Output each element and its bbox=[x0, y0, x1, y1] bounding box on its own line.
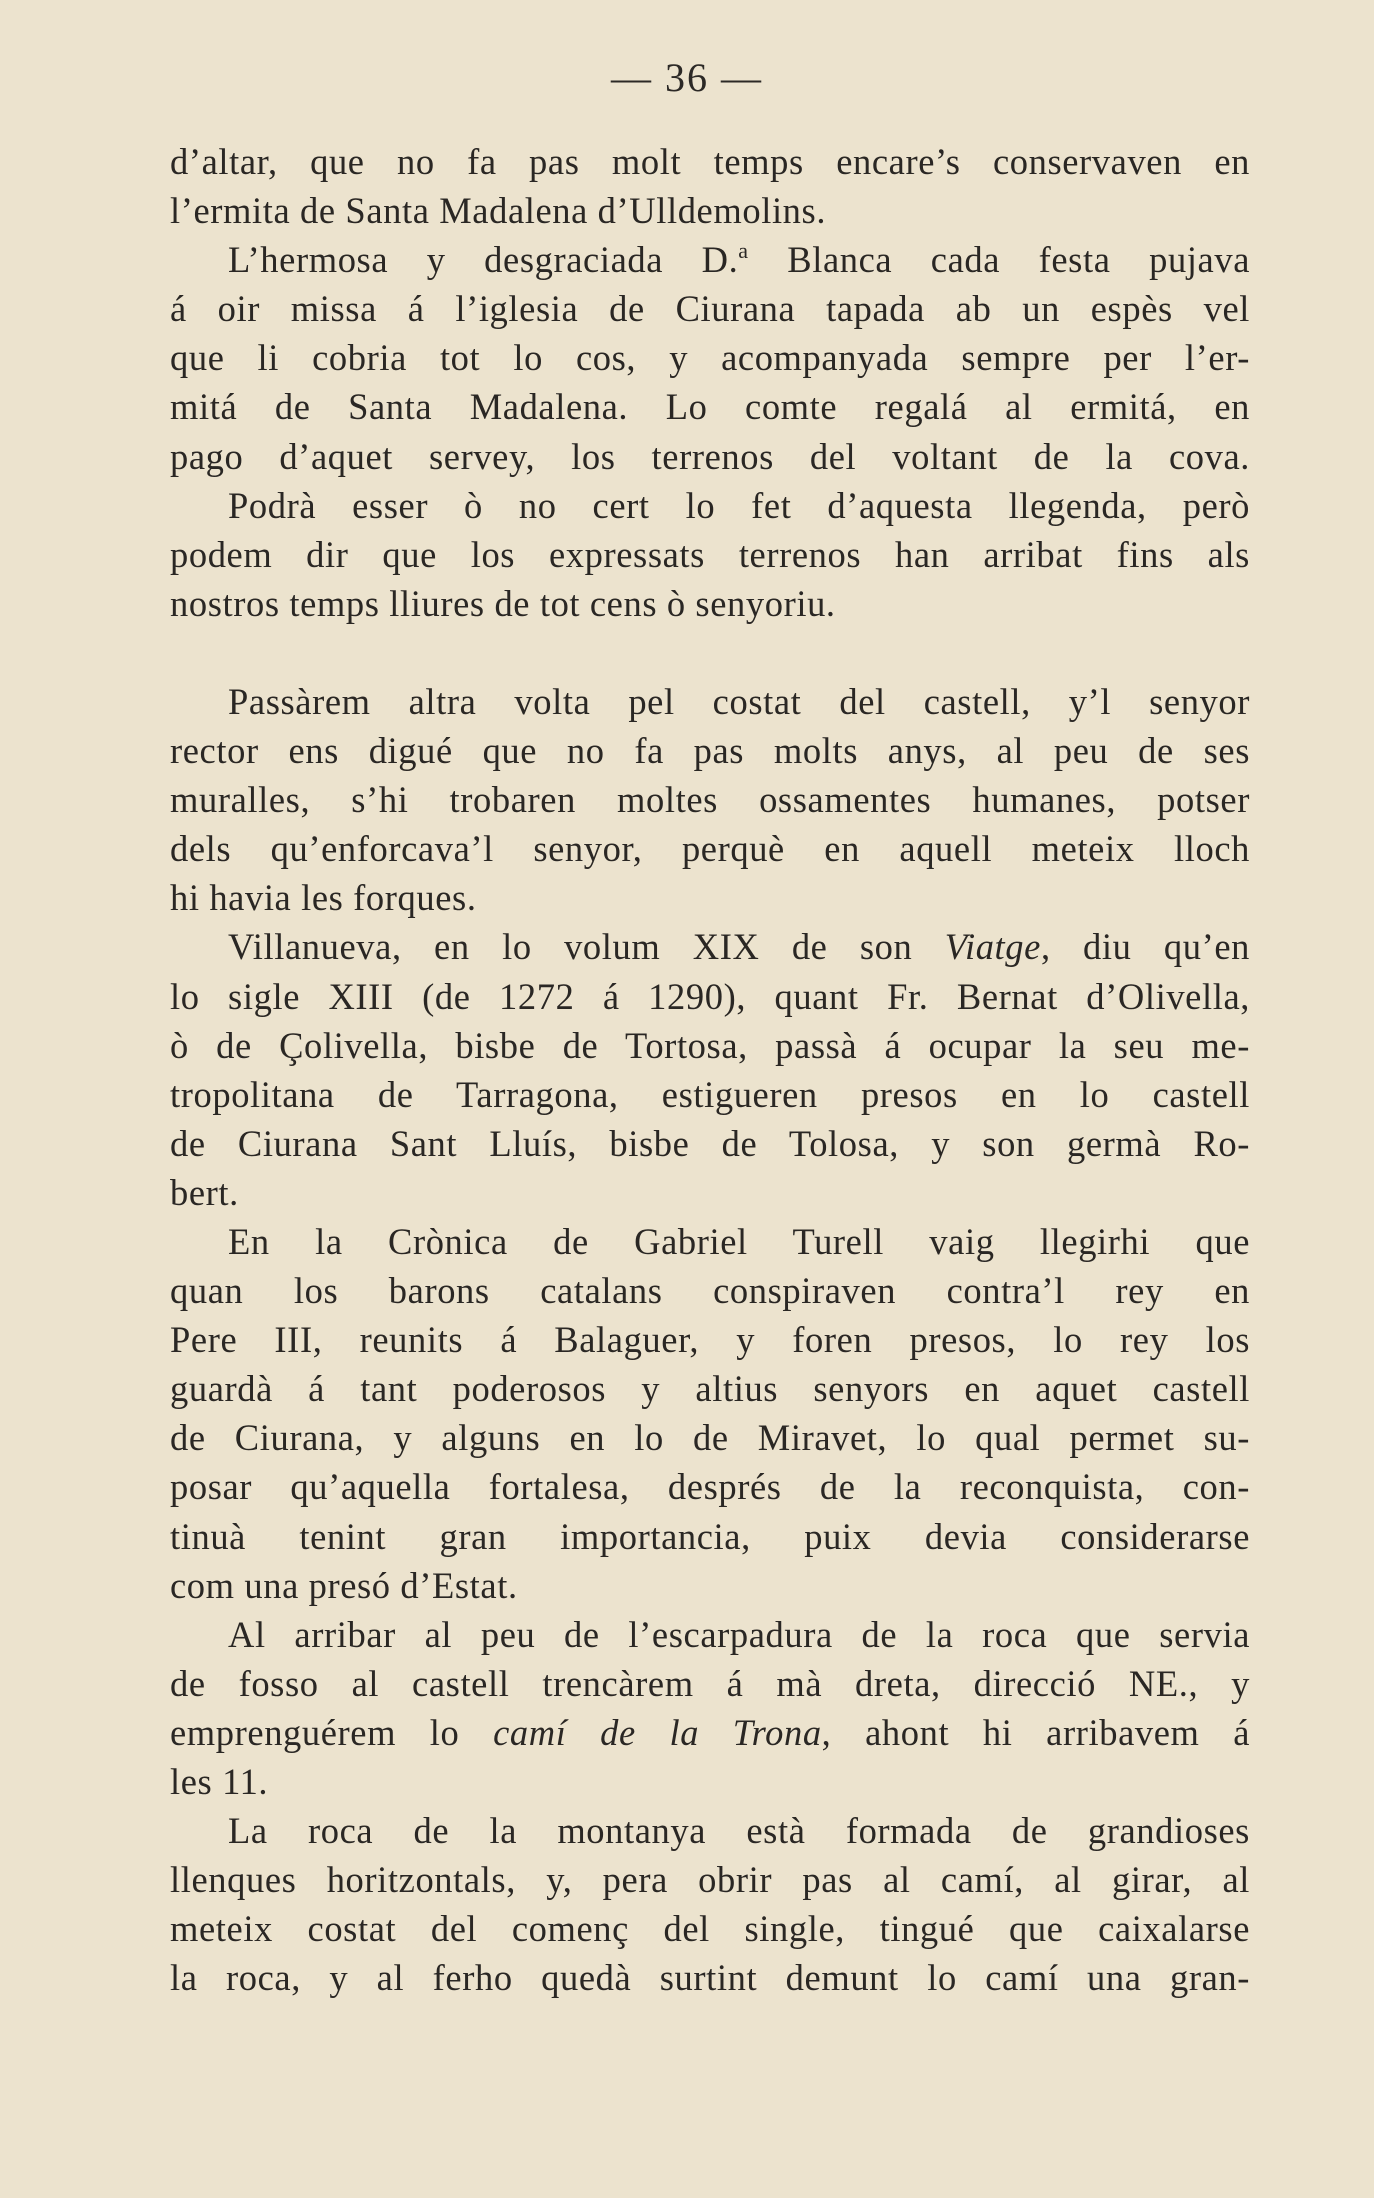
text-line: pago d’aquet servey, los terrenos del voltant de la cova. bbox=[170, 435, 1250, 477]
text-line: Al arribar al peu de l’escarpadura de la roca que servia bbox=[228, 1613, 1250, 1655]
text-line: de Ciurana, y alguns en lo de Miravet, lo qual permet su- bbox=[170, 1417, 1250, 1459]
superscript-text: a bbox=[738, 238, 749, 264]
text-line: guardà á tant poderosos y altius senyors en aquet castell bbox=[170, 1368, 1250, 1410]
text-line: de Ciurana Sant Lluís, bisbe de Tolosa, y son germà Ro- bbox=[170, 1122, 1250, 1164]
text-line: meteix costat del començ del single, tingué que caixalarse bbox=[170, 1908, 1250, 1950]
text-line: com una presó d’Estat. bbox=[170, 1564, 518, 1606]
text-line: d’altar, que no fa pas molt temps encare’s conservaven en bbox=[170, 141, 1250, 182]
text-line: dels qu’enforcava’l senyor, perquè en aquell meteix lloch bbox=[170, 828, 1250, 870]
text-line: muralles, s’hi trobaren moltes ossamentes humanes, potser bbox=[170, 779, 1250, 821]
text-line: nostros temps lliures de tot cens ò senyoriu. bbox=[170, 582, 836, 624]
italic-text: Viatge bbox=[944, 926, 1041, 968]
text-line: En la Crònica de Gabriel Turell vaig llegirhi que bbox=[228, 1220, 1250, 1262]
text-line: l’ermita de Santa Madalena d’Ulldemolins. bbox=[170, 190, 827, 232]
text-line: la roca, y al ferho quedà surtint demunt lo camí una gran- bbox=[170, 1957, 1250, 1999]
text-line: lo sigle XIII (de 1272 á 1290), quant Fr. Bernat d’Olivella, bbox=[170, 975, 1250, 1017]
text-section bbox=[170, 137, 1250, 628]
text-line: de fosso al castell trencàrem á mà dreta, direcció NE., y bbox=[170, 1662, 1250, 1704]
page-number: — 36 — bbox=[611, 55, 763, 100]
text-line: que li cobria tot lo cos, y acompanyada sempre per l’er- bbox=[170, 337, 1250, 379]
body-text bbox=[170, 137, 1250, 2002]
text-segment: Blanca cada festa pujava bbox=[748, 239, 1250, 281]
text-section bbox=[170, 677, 1250, 2003]
text-line: les 11. bbox=[170, 1761, 269, 1802]
text-line: rector ens digué que no fa pas molts anys, al peu de ses bbox=[170, 730, 1250, 772]
text-line: bert. bbox=[170, 1171, 239, 1213]
italic-text: camí de la Trona bbox=[493, 1711, 822, 1753]
text-line bbox=[170, 922, 1250, 971]
text-line bbox=[170, 235, 1250, 284]
text-line: tropolitana de Tarragona, estigueren presos en lo castell bbox=[170, 1073, 1250, 1115]
text-segment: Villanueva, en lo volum XIX de son bbox=[228, 926, 945, 968]
text-line: hi havia les forques. bbox=[170, 877, 477, 919]
text-segment: L’hermosa y desgraciada D. bbox=[228, 239, 739, 281]
text-segment: , diu qu’en bbox=[1040, 926, 1250, 968]
text-line: La roca de la montanya està formada de grandioses bbox=[228, 1810, 1250, 1852]
text-segment: , ahont hi arribavem á bbox=[821, 1711, 1251, 1753]
text-line: mitá de Santa Madalena. Lo comte regalá al ermitá, en bbox=[170, 386, 1250, 428]
text-line: llenques horitzontals, y, pera obrir pas al camí, al girar, al bbox=[170, 1859, 1250, 1901]
text-line: Passàrem altra volta pel costat del castell, y’l senyor bbox=[228, 680, 1250, 722]
text-line: ò de Çolivella, bisbe de Tortosa, passà á ocupar la seu me- bbox=[170, 1024, 1250, 1066]
text-line: quan los barons catalans conspiraven contra’l rey en bbox=[170, 1270, 1250, 1312]
text-line: podem dir que los expressats terrenos han arribat fins als bbox=[170, 533, 1250, 575]
text-line: tinuà tenint gran importancia, puix devia considerarse bbox=[170, 1515, 1250, 1557]
text-line: Podrà esser ò no cert lo fet d’aquesta llegenda, però bbox=[228, 484, 1250, 526]
text-line: posar qu’aquella fortalesa, després de la reconquista, con- bbox=[170, 1466, 1250, 1508]
text-line bbox=[170, 1708, 1250, 1757]
text-segment: emprenguérem lo bbox=[170, 1711, 494, 1753]
text-line: Pere III, reunits á Balaguer, y foren presos, lo rey los bbox=[170, 1319, 1250, 1361]
text-line: á oir missa á l’iglesia de Ciurana tapada ab un espès vel bbox=[170, 288, 1250, 330]
